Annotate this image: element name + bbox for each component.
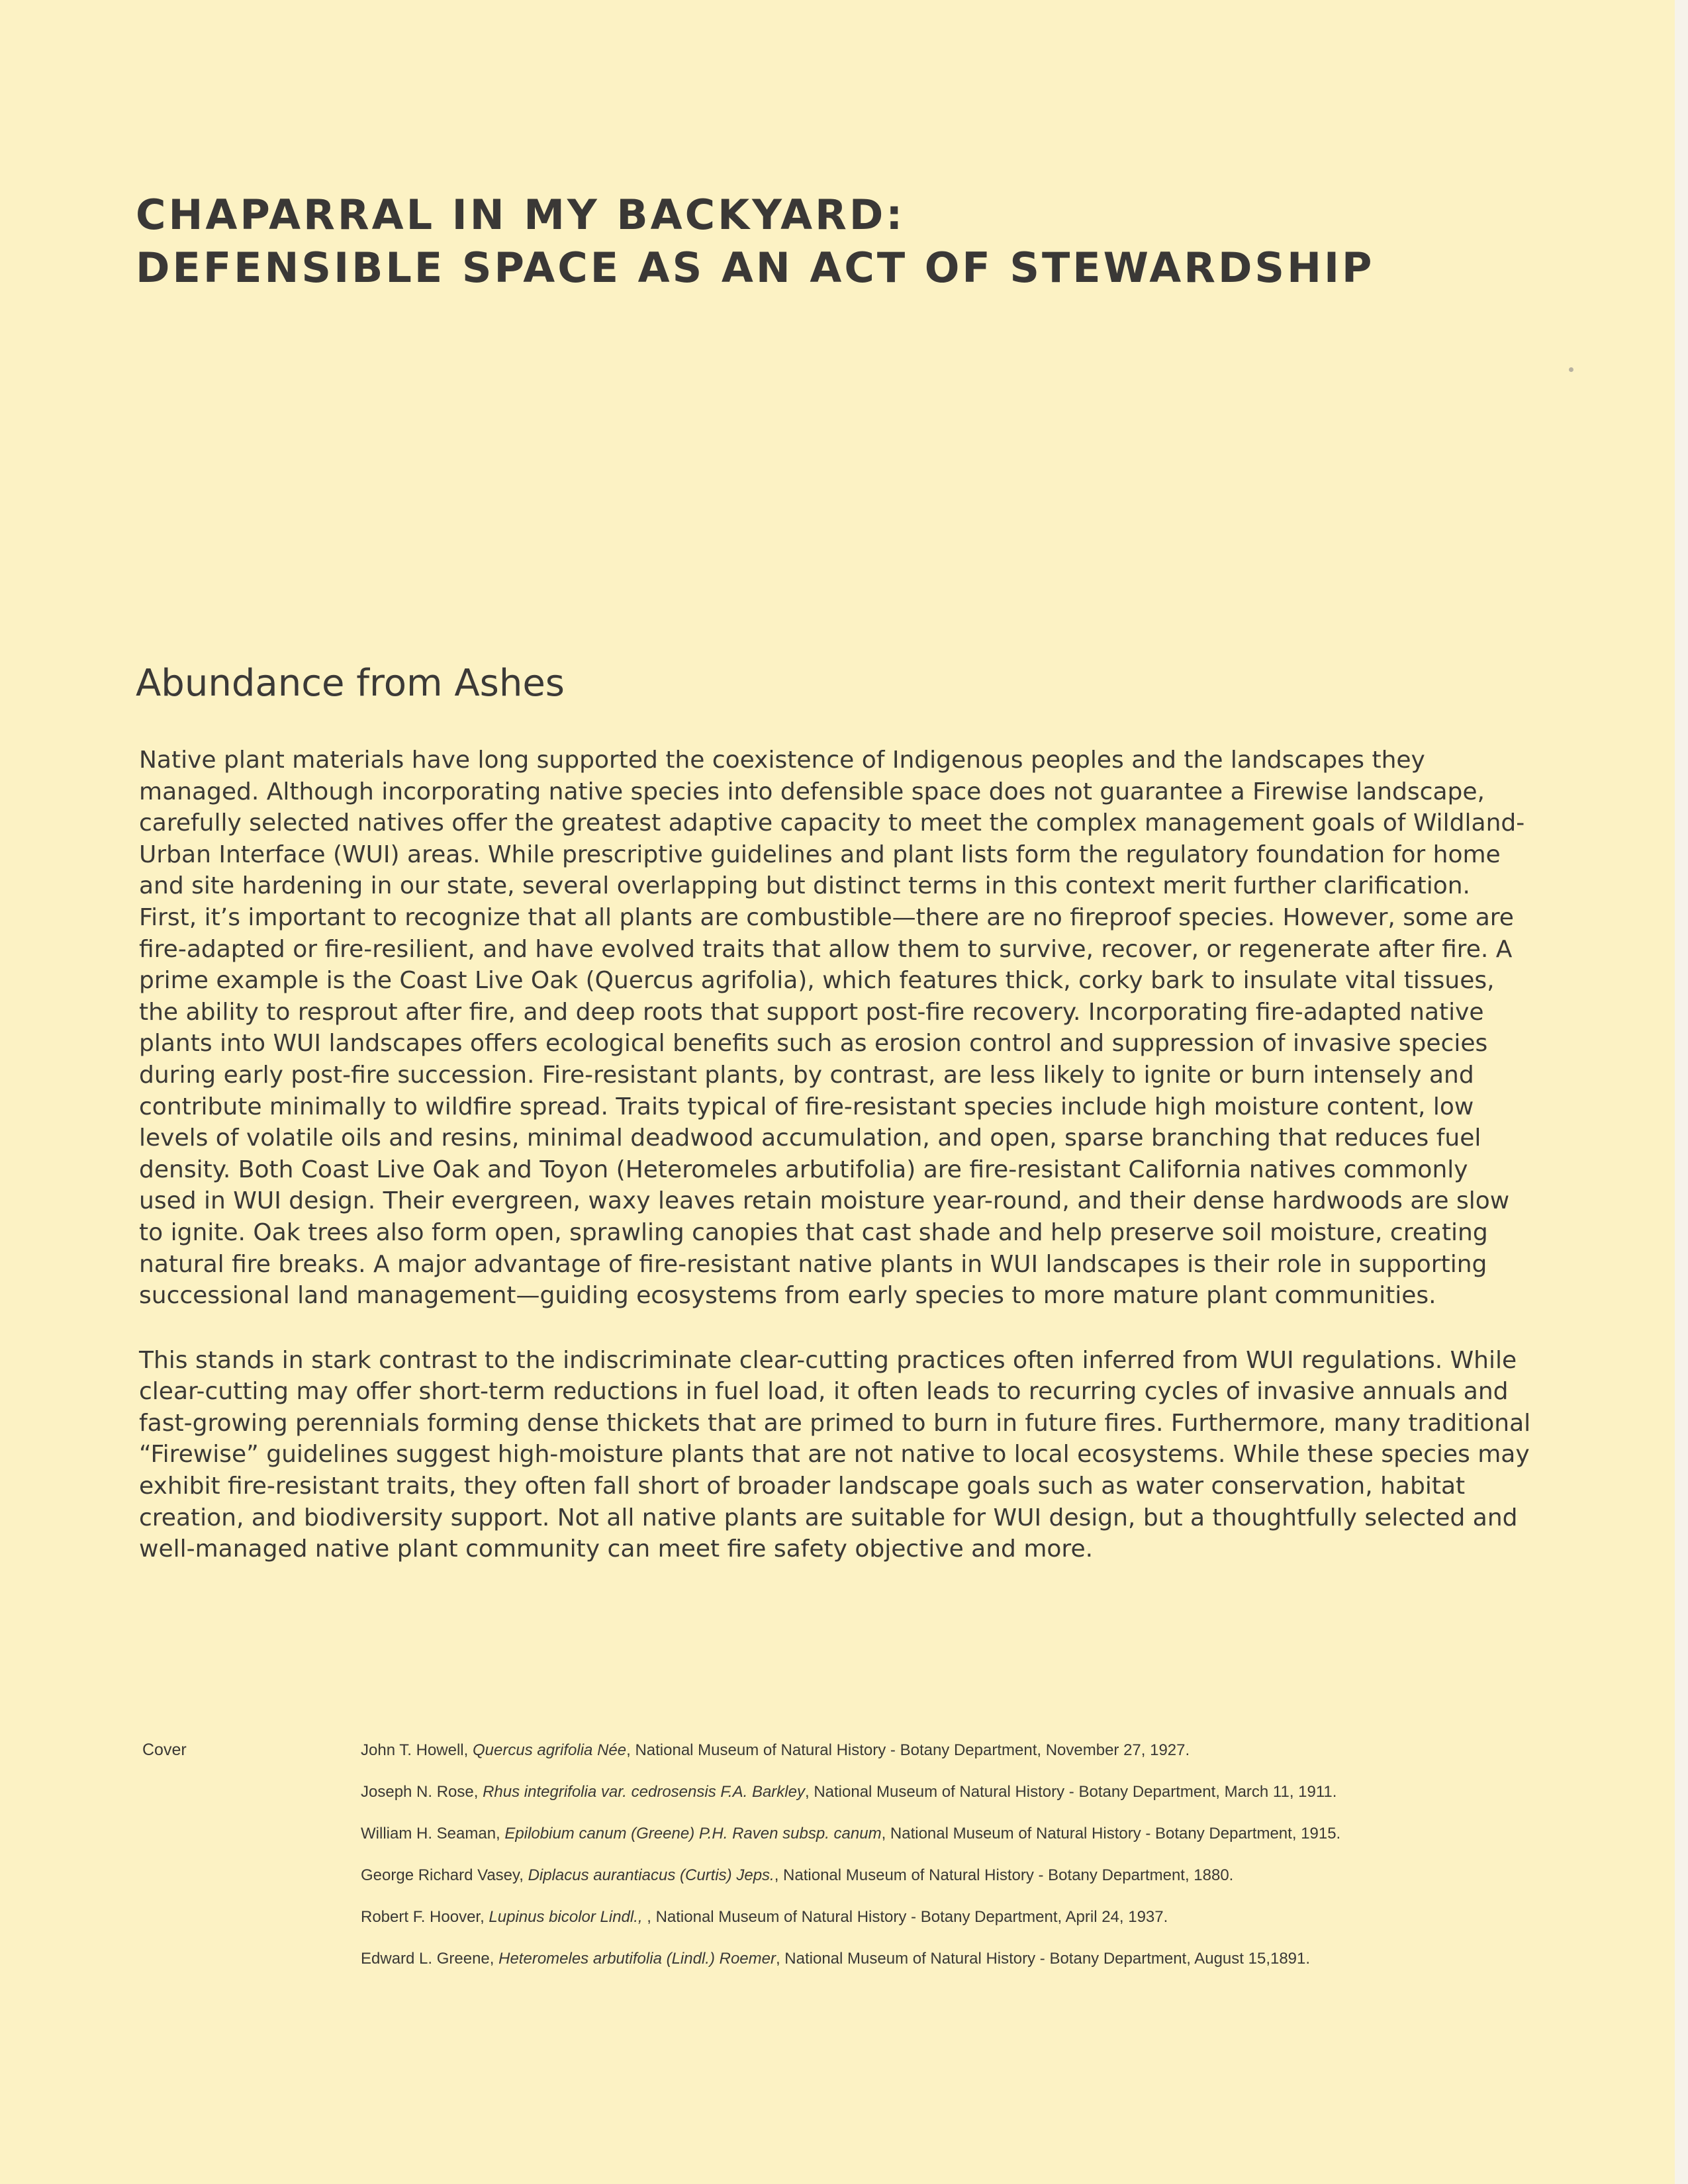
section-heading: Abundance from Ashes [136,662,565,705]
credit-author: Joseph N. Rose, [361,1783,483,1801]
credit-source: , National Museum of Natural History - Botany Department, November 27, 1927. [626,1741,1190,1759]
credits-list [361,1741,1552,1991]
credit-source: , National Museum of Natural History - Botany Department, April 24, 1937. [642,1908,1168,1926]
body-paragraph-2: This stands in stark contrast to the indiscriminate clear-cutting practices often inferred from WUI regulations. While clear-cutting may offer short-term reductions in fuel load, it often leads to recurring cycles of invasive annuals and fast-growing perennials forming dense thickets that are primed to burn in future fires. Furthermore, many traditional “Firewise” guidelines suggest high-moisture plants that are not native to local ecosystems. While these species may exhibit fire-resistant traits, they often fall short of broader landscape goals such as water conservation, habitat creation, and biodiversity support. Not all native plants are suitable for WUI design, but a thoughtfully selected and well-managed native plant community can meet fire safety objective and more. [139,1346,1531,1563]
document-title [136,189,1526,295]
credit-source: , National Museum of Natural History - Botany Department, March 11, 1911. [804,1783,1337,1801]
credit-author: Robert F. Hoover, [361,1908,489,1926]
title-line-2: DEFENSIBLE SPACE AS AN ACT OF STEWARDSHIP [136,244,1375,292]
body-text [139,745,1532,1598]
credit-entry [361,1782,1552,1824]
credit-species: Lupinus bicolor Lindl., [489,1908,643,1926]
credit-species: Epilobium canum (Greene) P.H. Raven subsp. canum [504,1825,882,1843]
credit-species: Diplacus aurantiacus (Curtis) Jeps. [528,1866,774,1884]
credit-source: , National Museum of Natural History - Botany Department, 1915. [881,1825,1341,1843]
credit-author: John T. Howell, [361,1741,473,1759]
body-paragraph-1: Native plant materials have long supported the coexistence of Indigenous peoples and the landscapes they managed. Although incorporating native species into defensible space does not guarantee a Firewise landscape, carefully selected natives offer the greatest adaptive capacity to meet the complex management goals of Wildland-Urban Interface (WUI) areas. While prescriptive guidelines and plant lists form the regulatory foundation for home and site hardening in our state, several overlapping but distinct terms in this context merit further clarification. First, it’s important to recognize that all plants are combustible—there are no fireproof species. However, some are fire-adapted or fire-resilient, and have evolved traits that allow them to survive, recover, or regenerate after fire. A prime example is the Coast Live Oak (Quercus agrifolia), which features thick, corky bark to insulate vital tissues, the ability to resprout after fire, and deep roots that support post-fire recovery. Incorporating fire-adapted native plants into WUI landscapes offers ecological benefits such as erosion control and suppression of invasive species during early post-fire succession. Fire-resistant plants, by contrast, are less likely to ignite or burn intensely and contribute minimally to wildfire spread. Traits typical of fire-resistant species include high moisture content, low levels of volatile oils and resins, minimal deadwood accumulation, and open, sparse branching that reduces fuel density. Both Coast Live Oak and Toyon (Heteromeles arbutifolia) are fire-resistant California natives commonly used in WUI design. Their evergreen, waxy leaves retain moisture year-round, and their dense hardwoods are slow to ignite. Oak trees also form open, sprawling canopies that cast shade and help preserve soil moisture, creating natural fire breaks. A major advantage of fire-resistant native plants in WUI landscapes is their role in supporting successional land management—guiding ecosystems from early species to more mature plant communities. [139,747,1525,1310]
credits-label: Cover [142,1741,187,1759]
page-right-edge [1675,0,1688,2184]
credit-entry [361,1824,1552,1866]
credit-entry [361,1907,1552,1949]
paper-speck [1569,367,1573,372]
credit-author: George Richard Vasey, [361,1866,528,1884]
credit-source: , National Museum of Natural History - Botany Department, 1880. [774,1866,1234,1884]
credit-entry [361,1741,1552,1782]
credit-species: Heteromeles arbutifolia (Lindl.) Roemer [498,1950,776,1968]
credit-species: Rhus integrifolia var. cedrosensis F.A. Barkley [483,1783,805,1801]
credit-species: Quercus agrifolia Née [472,1741,627,1759]
credit-entry [361,1866,1552,1907]
credit-entry [361,1949,1552,1991]
credit-author: Edward L. Greene, [361,1950,499,1968]
credit-source: , National Museum of Natural History - Botany Department, August 15,1891. [775,1950,1311,1968]
title-line-1: CHAPARRAL IN MY BACKYARD: [136,191,906,239]
credit-author: William H. Seaman, [361,1825,505,1843]
